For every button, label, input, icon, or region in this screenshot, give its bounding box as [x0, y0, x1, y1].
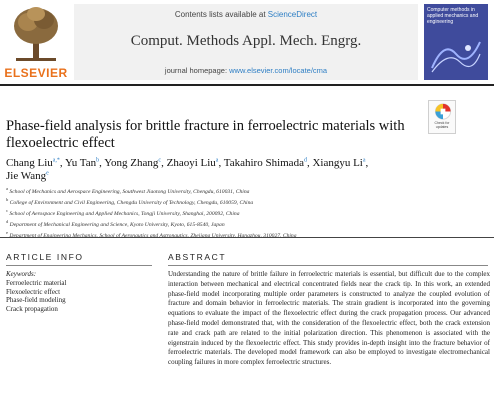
affiliation — [6, 229, 492, 240]
contents-prefix: Contents lists available at — [174, 10, 268, 19]
keywords-label: Keywords: — [6, 270, 37, 278]
keyword: Crack propagation — [6, 304, 58, 313]
affiliation-mark: d — [6, 219, 9, 225]
contents-line — [74, 10, 418, 19]
author-separator: , — [306, 157, 313, 169]
article-title: Phase-field analysis for brittle fracture in ferroelectric materials with flexoelectric effect — [6, 118, 405, 151]
author-separator: , — [59, 157, 66, 169]
author-name: Jie Wang — [6, 170, 47, 182]
journal-cover[interactable] — [424, 4, 488, 80]
journal-banner — [74, 4, 418, 80]
keyword: Phase-field modeling — [6, 296, 66, 304]
check-for-updates-badge[interactable] — [428, 100, 456, 134]
author-separator: , — [218, 157, 224, 169]
cover-title: Computer methods in applied mechanics and engineering — [427, 7, 479, 25]
sciencedirect-link[interactable]: ScienceDirect — [267, 10, 318, 19]
abstract-text: Understanding the nature of brittle failure in ferroelectric materials is essential, but difficult due to the complex interaction between mechanical and electrical concentrated fields near the crack tip. In this work, an extended phase-field model incorporating multiple order parameters is constructed to analyze the coupled evolution of fracture and domain behavior in ferroelectric materials. The strain gradient is incorporated into the governing equations to evaluate the impact of the flexoelectric effect during the crack propagation process. Our advanced phase-field model demonstrated that, with the consideration of the flexoelectric effect, both the crack extension rate and crack path are related to the initial polarization direction. This phenomenon is associated with the eigenstrain induced by the flexoelectric effect. This study provides in-depth insight into the fracture behavior of ferroelectric materials. The developed model framework can also be employed to investigate electromechanical coupling failures in more complex ferroelectric structures. — [168, 270, 490, 367]
affiliation-text: Department of Mechanical Engineering and Science, Kyoto University, Kyoto, 615-8540, Japan — [8, 222, 225, 229]
affiliation-text: College of Environment and Civil Engineering, Chengdu University of Technology, Chengdu, 610059, China — [8, 199, 254, 206]
journal-header — [0, 0, 494, 84]
author-affiliation-mark[interactable]: a,* — [52, 157, 60, 164]
affiliation — [6, 196, 492, 207]
homepage-line — [74, 66, 418, 75]
crossmark-icon — [429, 102, 457, 121]
homepage-prefix: journal homepage: — [164, 66, 230, 75]
article-info-rule — [6, 265, 152, 266]
author-name: Yong Zhang — [104, 157, 159, 169]
author-affiliation-mark[interactable]: c — [158, 157, 162, 164]
author[interactable] — [224, 157, 313, 169]
affiliation-text: School of Mechanics and Aerospace Engineering, Southwest Jiaotong University, Chengdu, 610031, China — [8, 188, 250, 195]
author-separator: , — [99, 157, 105, 169]
author[interactable] — [65, 157, 104, 169]
author-affiliation-mark[interactable]: d — [303, 157, 307, 164]
affiliation-mark: a — [6, 186, 8, 191]
author[interactable] — [6, 170, 49, 182]
author-separator: , — [365, 157, 369, 169]
affiliation-text: School of Aerospace Engineering and Applied Mechanics, Tongji University, Shanghai, 200092, China — [8, 210, 240, 217]
elsevier-wordmark: ELSEVIER — [4, 66, 68, 80]
journal-title[interactable]: Comput. Methods Appl. Mech. Engrg. — [130, 33, 362, 49]
author-list — [6, 157, 492, 183]
affiliation-mark: e — [6, 230, 8, 236]
elsevier-logo[interactable] — [4, 4, 68, 80]
keyword: Ferroelectric material — [6, 279, 67, 287]
author-name: Takahiro Shimada — [223, 157, 304, 169]
author-affiliation-mark[interactable]: e — [46, 170, 49, 177]
author-name: Xiangyu Li — [312, 157, 363, 169]
author-separator: , — [161, 157, 167, 169]
author-affiliation-mark[interactable]: b — [96, 157, 100, 164]
elsevier-tree-icon — [12, 6, 60, 62]
author-name: Zhaoyi Liu — [166, 157, 216, 169]
author[interactable] — [6, 157, 65, 169]
abstract-heading: ABSTRACT — [168, 252, 227, 262]
article-info-heading: ARTICLE INFO — [6, 252, 84, 262]
crossmark-label: Check for updates — [434, 121, 450, 129]
affiliation-mark: c — [6, 208, 8, 214]
affiliation — [6, 218, 492, 229]
cover-art — [430, 34, 482, 74]
keyword: Flexoelectric effect — [6, 287, 61, 296]
author[interactable] — [167, 157, 224, 169]
affiliation-mark: b — [6, 197, 9, 203]
header-divider — [0, 84, 494, 86]
author[interactable] — [312, 157, 368, 169]
author[interactable] — [104, 157, 166, 169]
author-affiliation-mark[interactable]: a — [362, 157, 366, 164]
homepage-link[interactable]: www.elsevier.com/locate/cma — [229, 66, 328, 75]
abstract-rule — [168, 265, 488, 266]
author-name: Yu Tan — [65, 157, 97, 169]
author-affiliation-mark[interactable]: a — [215, 157, 219, 164]
section-divider — [0, 237, 494, 238]
affiliation — [6, 185, 492, 196]
author-name: Chang Liu — [6, 157, 53, 169]
keyword-list — [6, 279, 152, 313]
affiliation — [6, 207, 492, 218]
affiliation-list — [6, 185, 492, 240]
